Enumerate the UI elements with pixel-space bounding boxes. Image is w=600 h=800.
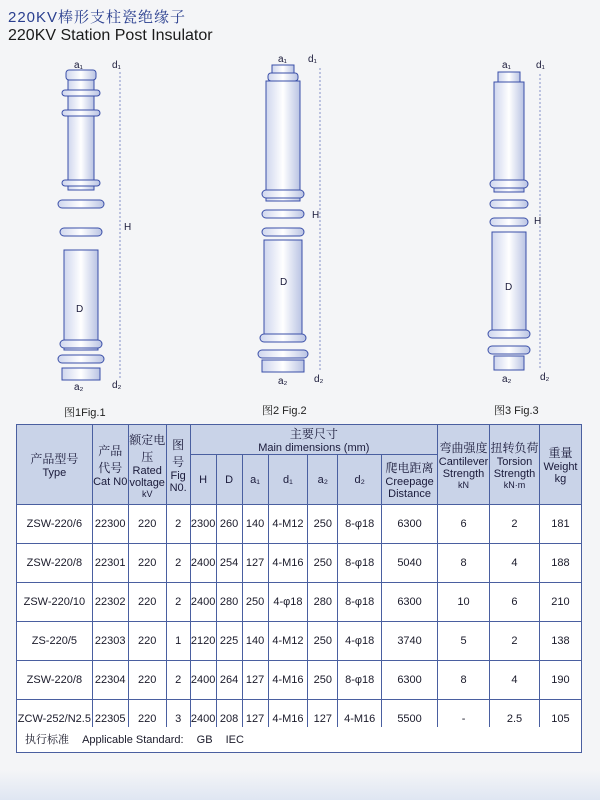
cell-fig: 2 — [166, 661, 190, 700]
cell-cant: 10 — [438, 583, 490, 622]
standard-label-en: Applicable Standard: — [82, 734, 184, 746]
fig1-a2-label: a₂ — [74, 382, 84, 393]
cell-a2: 250 — [308, 544, 338, 583]
fig2-caption: 图2 Fig.2 — [262, 405, 307, 417]
cell-a1: 127 — [242, 661, 268, 700]
cell-weight: 181 — [539, 505, 581, 544]
cell-creep: 5500 — [382, 700, 438, 739]
cell-fig: 3 — [166, 700, 190, 739]
cell-d2: 4-φ18 — [338, 622, 382, 661]
cell-d1: 4-φ18 — [268, 583, 308, 622]
cell-d1: 4-M16 — [268, 700, 308, 739]
cell-type: ZSW-220/8 — [17, 661, 93, 700]
cell-d: 208 — [216, 700, 242, 739]
fig3-d-label: D — [505, 282, 513, 293]
th-torsion: 扭转负荷 Torsion Strength kN·m — [490, 425, 540, 505]
th-creepage: 爬电距离 Creepage Distance — [382, 455, 438, 505]
th-dims: 主要尺寸 Main dimensions (mm) — [190, 425, 437, 455]
cell-d: 225 — [216, 622, 242, 661]
cell-h: 2400 — [190, 700, 216, 739]
cell-d2: 8-φ18 — [338, 661, 382, 700]
cell-cant: 5 — [438, 622, 490, 661]
cell-volt: 220 — [128, 505, 166, 544]
cell-type: ZS-220/5 — [17, 622, 93, 661]
fig2-drawing — [258, 65, 308, 372]
cell-weight: 210 — [539, 583, 581, 622]
table-row — [17, 583, 582, 622]
cell-volt: 220 — [128, 622, 166, 661]
cell-tors: 2.5 — [490, 700, 540, 739]
table-row — [17, 505, 582, 544]
cell-cant: 8 — [438, 661, 490, 700]
fig2-d2-label: d₂ — [314, 374, 324, 385]
th-voltage: 额定电压 Rated voltage kV — [128, 425, 166, 505]
cell-a2: 250 — [308, 661, 338, 700]
cell-tors: 4 — [490, 661, 540, 700]
fig3-h-label: H — [534, 216, 542, 227]
th-cat: 产品代号 Cat N0 — [92, 425, 128, 505]
cell-d2: 8-φ18 — [338, 505, 382, 544]
cell-cat: 22301 — [92, 544, 128, 583]
fig2-d1-label: d₁ — [308, 54, 317, 65]
cell-d1: 4-M12 — [268, 622, 308, 661]
cell-a1: 127 — [242, 544, 268, 583]
cell-a1: 140 — [242, 505, 268, 544]
cell-weight: 138 — [539, 622, 581, 661]
cell-a1: 250 — [242, 583, 268, 622]
th-cantilever: 弯曲强度 Cantilever Strength kN — [438, 425, 490, 505]
standard-iec: IEC — [225, 734, 244, 746]
fig2-a1-label: a₁ — [278, 54, 287, 65]
cell-d2: 8-φ18 — [338, 544, 382, 583]
cell-tors: 2 — [490, 622, 540, 661]
cell-volt: 220 — [128, 661, 166, 700]
cell-creep: 6300 — [382, 661, 438, 700]
cell-volt: 220 — [128, 583, 166, 622]
cell-fig: 2 — [166, 505, 190, 544]
cell-weight: 188 — [539, 544, 581, 583]
fig3-drawing — [488, 72, 530, 370]
cell-fig: 2 — [166, 544, 190, 583]
cell-a1: 127 — [242, 700, 268, 739]
cell-fig: 1 — [166, 622, 190, 661]
table-row — [17, 661, 582, 700]
cell-d1: 4-M16 — [268, 544, 308, 583]
cell-d1: 4-M16 — [268, 661, 308, 700]
title-en: 220KV Station Post Insulator — [8, 27, 213, 44]
cell-creep: 5040 — [382, 544, 438, 583]
table-row — [17, 544, 582, 583]
page-footer-band — [0, 770, 600, 800]
standard-label-cn: 执行标准 — [25, 734, 69, 746]
th-d1: d₁ — [268, 455, 308, 505]
cell-h: 2400 — [190, 583, 216, 622]
th-fig: 图号 Fig N0. — [166, 425, 190, 505]
cell-type: ZSW-220/8 — [17, 544, 93, 583]
cell-cat: 22304 — [92, 661, 128, 700]
fig2-h-label: H — [312, 210, 320, 221]
fig3-d1-label: d₁ — [536, 60, 545, 71]
fig1-d1-label: d₁ — [112, 60, 121, 71]
cell-h: 2400 — [190, 544, 216, 583]
cell-a2: 250 — [308, 622, 338, 661]
cell-cat: 22303 — [92, 622, 128, 661]
th-weight: 重量 Weight kg — [539, 425, 581, 505]
cell-d: 260 — [216, 505, 242, 544]
cell-d2: 8-φ18 — [338, 583, 382, 622]
applicable-standard — [16, 727, 582, 753]
fig3-caption: 图3 Fig.3 — [494, 405, 539, 417]
cell-tors: 6 — [490, 583, 540, 622]
cell-type: ZSW-220/10 — [17, 583, 93, 622]
fig1-h-label: H — [124, 222, 132, 233]
th-h: H — [190, 455, 216, 505]
cell-a1: 140 — [242, 622, 268, 661]
title-cn: 220KV棒形支柱瓷绝缘子 — [8, 9, 187, 26]
cell-d2: 4-M16 — [338, 700, 382, 739]
cell-a2: 250 — [308, 505, 338, 544]
standard-gb: GB — [196, 734, 213, 746]
cell-d: 264 — [216, 661, 242, 700]
fig1-caption: 图1Fig.1 — [64, 407, 106, 419]
cell-volt: 220 — [128, 700, 166, 739]
fig3-a1-label: a₁ — [502, 60, 511, 71]
cell-tors: 4 — [490, 544, 540, 583]
fig3-d2-label: d₂ — [540, 372, 550, 383]
cell-cat: 22305 — [92, 700, 128, 739]
cell-d1: 4-M12 — [268, 505, 308, 544]
fig2-d-label: D — [280, 277, 288, 288]
cell-creep: 6300 — [382, 505, 438, 544]
spec-table — [16, 424, 582, 739]
fig2-a2-label: a₂ — [278, 376, 288, 387]
th-a1: a₁ — [242, 455, 268, 505]
cell-cant: - — [438, 700, 490, 739]
cell-tors: 2 — [490, 505, 540, 544]
cell-fig: 2 — [166, 583, 190, 622]
cell-weight: 105 — [539, 700, 581, 739]
th-d2: d₂ — [338, 455, 382, 505]
fig1-drawing — [58, 70, 104, 380]
cell-cant: 8 — [438, 544, 490, 583]
cell-d: 280 — [216, 583, 242, 622]
fig1-d-label: D — [76, 304, 84, 315]
th-type: 产品型号 Type — [17, 425, 93, 505]
cell-d: 254 — [216, 544, 242, 583]
cell-type: ZCW-252/N2.5 — [17, 700, 93, 739]
th-a2: a₂ — [308, 455, 338, 505]
cell-h: 2120 — [190, 622, 216, 661]
cell-volt: 220 — [128, 544, 166, 583]
cell-type: ZSW-220/6 — [17, 505, 93, 544]
fig3-a2-label: a₂ — [502, 374, 512, 385]
th-d: D — [216, 455, 242, 505]
cell-h: 2300 — [190, 505, 216, 544]
cell-creep: 6300 — [382, 583, 438, 622]
cell-a2: 127 — [308, 700, 338, 739]
fig1-d2-label: d₂ — [112, 380, 122, 391]
insulator-drawings — [0, 50, 600, 420]
figures-area — [0, 50, 600, 420]
cell-a2: 280 — [308, 583, 338, 622]
cell-h: 2400 — [190, 661, 216, 700]
table-row — [17, 622, 582, 661]
cell-creep: 3740 — [382, 622, 438, 661]
cell-weight: 190 — [539, 661, 581, 700]
cell-cat: 22300 — [92, 505, 128, 544]
cell-cant: 6 — [438, 505, 490, 544]
cell-cat: 22302 — [92, 583, 128, 622]
fig1-a1-label: a₁ — [74, 60, 83, 71]
